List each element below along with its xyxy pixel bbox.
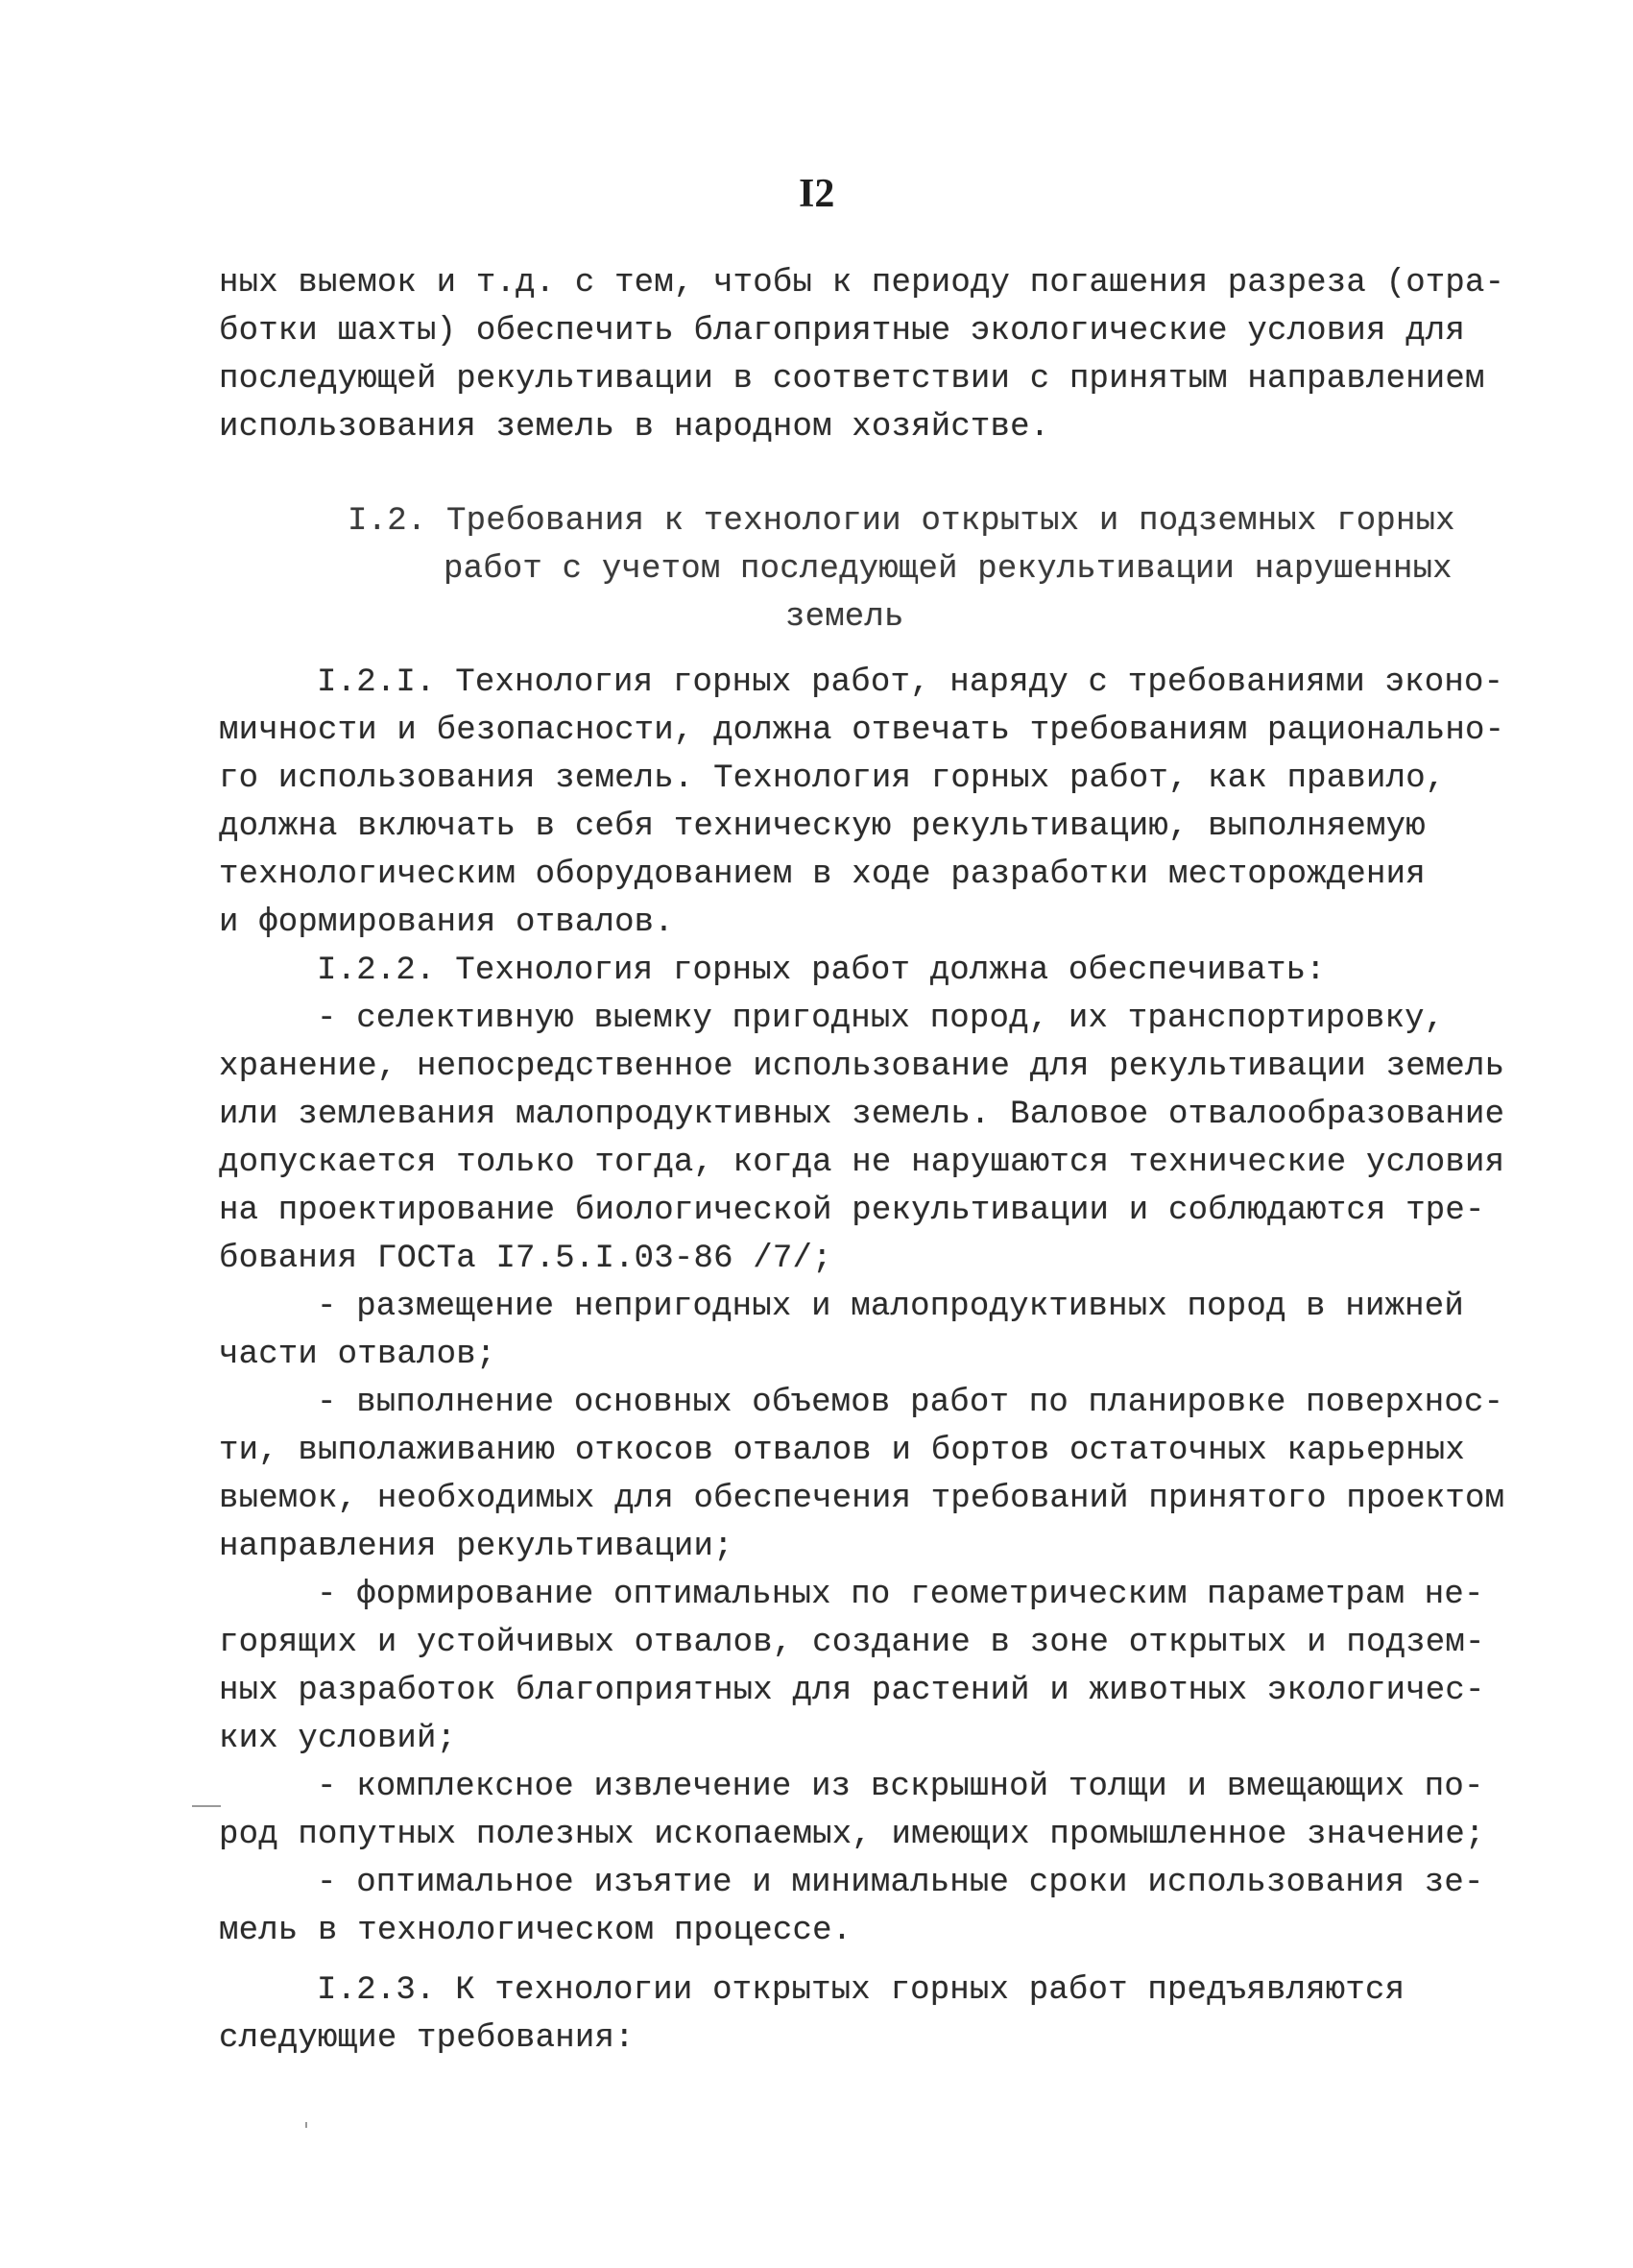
text-line: - оптимальное изъятие и минимальные сроки использования зе- [317, 1865, 1484, 1901]
text-line: ботки шахты) обеспечить благоприятные экологические условия для [219, 313, 1466, 350]
text-line: части отвалов; [219, 1337, 496, 1373]
text-line: и формирования отвалов. [219, 905, 674, 941]
text-line: направления рекультивации; [219, 1529, 733, 1565]
text-line: должна включать в себя техническую рекультивацию, выполняемую [219, 808, 1426, 845]
heading-line: работ с учетом последующей рекультивации нарушенных [444, 551, 1453, 588]
text-line: I.2.2. Технология горных работ должна обеспечивать: [317, 953, 1326, 989]
text-line: горящих и устойчивых отвалов, создание в зоне открытых и подзем- [219, 1625, 1485, 1661]
page-number: I2 [799, 172, 835, 216]
scan-mark [192, 1805, 221, 1807]
text-line: род попутных полезных ископаемых, имеющих промышленное значение; [219, 1817, 1485, 1853]
text-line: ти, выполаживанию откосов отвалов и бортов остаточных карьерных [219, 1433, 1466, 1469]
text-line: мичности и безопасности, должна отвечать требованиям рационально- [219, 712, 1505, 749]
text-line: - комплексное извлечение из вскрышной толщи и вмещающих по- [317, 1769, 1484, 1805]
text-line: ких условий; [219, 1721, 457, 1757]
text-line: последующей рекультивации в соответствии с принятым направлением [219, 361, 1485, 398]
scan-mark [305, 2122, 307, 2128]
text-line: выемок, необходимых для обеспечения требований принятого проектом [219, 1481, 1505, 1517]
text-line: или землевания малопродуктивных земель. Валовое отвалообразование [219, 1097, 1505, 1133]
text-line: следующие требования: [219, 2020, 635, 2057]
text-line: го использования земель. Технология горных работ, как правило, [219, 760, 1446, 797]
text-line: технологическим оборудованием в ходе разработки месторождения [219, 857, 1426, 893]
heading-line: I.2. Требования к технологии открытых и подземных горных [348, 503, 1455, 540]
text-line: хранение, непосредственное использование для рекультивации земель [219, 1049, 1505, 1085]
text-line: ных разработок благоприятных для растений и животных экологичес- [219, 1673, 1485, 1709]
text-line: использования земель в народном хозяйстве. [219, 409, 1050, 446]
text-line: I.2.3. К технологии открытых горных работ предъявляются [317, 1972, 1405, 2009]
text-line: бования ГОСТа I7.5.I.03-86 /7/; [219, 1241, 832, 1277]
text-line: - выполнение основных объемов работ по планировке поверхнос- [317, 1385, 1504, 1421]
text-line: - размещение непригодных и малопродуктивных пород в нижней [317, 1289, 1464, 1325]
text-line: - селективную выемку пригодных пород, их транспортировку, [317, 1001, 1445, 1037]
text-line: на проектирование биологической рекультивации и соблюдаются тре- [219, 1193, 1485, 1229]
text-line: мель в технологическом процессе. [219, 1913, 853, 1949]
text-line: - формирование оптимальных по геометрическим параметрам не- [317, 1577, 1484, 1613]
text-line: допускается только тогда, когда не нарушаются технические условия [219, 1145, 1505, 1181]
text-line: ных выемок и т.д. с тем, чтобы к периоду погашения разреза (отра- [219, 265, 1505, 302]
text-line: I.2.I. Технология горных работ, наряду с требованиями эконо- [317, 664, 1504, 701]
heading-line: земель [785, 599, 904, 636]
